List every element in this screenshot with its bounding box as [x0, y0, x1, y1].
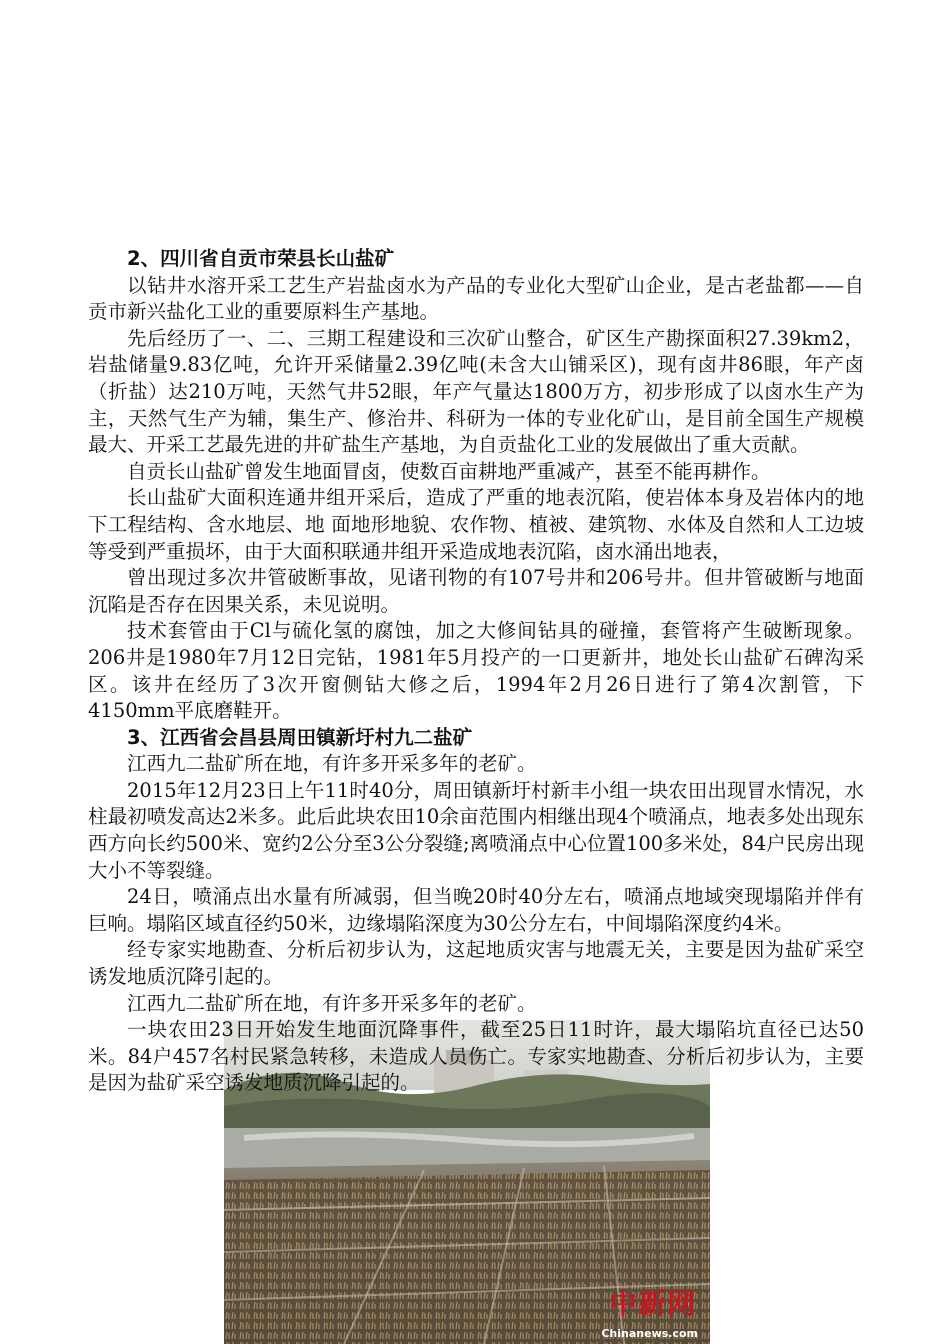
paragraph: 一块农田23日开始发生地面沉降事件，截至25日11时许，最大塌陷坑直径已达50米。84户457名村民紧急转移，未造成人员伤亡。专家实地勘查、分析后初步认为，主要是因为盐矿采空诱发地质沉降引起的。: [88, 1018, 864, 1095]
watermark-url: Chinanews.com: [601, 1327, 698, 1340]
paragraph: 长山盐矿大面积连通井组开采后，造成了严重的地表沉陷，使岩体本身及岩体内的地下工程结构、含水地层、地 面地形地貌、农作物、植被、建筑物、水体及自然和人工边坡等受到严重损坏，由于大面积联通井组开采造成地表沉陷，卤水涌出地表，: [88, 486, 864, 563]
paragraph: 经专家实地勘查、分析后初步认为，这起地质灾害与地震无关，主要是因为盐矿采空诱发地质沉降引起的。: [88, 938, 864, 989]
paragraph: 24日，喷涌点出水量有所减弱，但当晚20时40分左右，喷涌点地域突现塌陷并伴有巨响。塌陷区域直径约50米，边缘塌陷深度为30公分左右，中间塌陷深度约4米。: [88, 885, 864, 935]
paragraph: 曾出现过多次井管破断事故，见诸刊物的有107号井和206号井。但井管破断与地面沉陷是否存在因果关系，未见说明。: [88, 566, 864, 616]
watermark-logo: 中新网: [608, 1287, 696, 1320]
paragraph: 先后经历了一、二、三期工程建设和三次矿山整合，矿区生产勘探面积27.39km2，岩盐储量9.83亿吨，允许开采储量2.39亿吨(未含大山铺采区)，现有卤井86眼，年产卤（折盐）达210万吨，天然气井52眼，年产气量达1800万方，初步形成了以卤水生产为主，天然气生产为辅，集生产、修治井、科研为一体的专业化矿山，是目前全国生产规模最大、开采工艺最先进的井矿盐生产基地，为自贡盐化工业的发展做出了重大贡献。: [88, 326, 864, 457]
paragraph: 江西九二盐矿所在地，有许多开采多年的老矿。: [127, 991, 537, 1015]
paragraph: 2015年12月23日上午11时40分，周田镇新圩村新丰小组一块农田出现冒水情况，水柱最初喷发高达2米多。此后此块农田10余亩范围内相继出现4个喷涌点，地表多处出现东西方向长约500米、宽约2公分至3公分裂缝;离喷涌点中心位置100多米处，84户民房出现大小不等裂缝。: [88, 778, 864, 882]
paragraph: 江西九二盐矿所在地，有许多开采多年的老矿。: [127, 752, 537, 776]
section-heading-changshan: 2、四川省自贡市荣县长山盐矿: [127, 247, 395, 270]
paragraph: 技术套管由于Cl与硫化氢的腐蚀，加之大修间钻具的碰撞，套管将产生破断现象。206井是1980年7月12日完钻，1981年5月投产的一口更新井，地处长山盐矿石碑沟采区。该井在经历了3次开窗侧钻大修之后，1994年2月26日进行了第4次割管，下4150mm平底磨鞋开。: [88, 619, 864, 723]
section-heading-jiuer: 3、江西省会昌县周田镇新圩村九二盐矿: [127, 725, 473, 749]
document-body: [88, 246, 864, 1097]
paragraph: 自贡长山盐矿曾发生地面冒卤，使数百亩耕地严重减产，甚至不能再耕作。: [127, 459, 771, 483]
paragraph: 以钻井水溶开采工艺生产岩盐卤水为产品的专业化大型矿山企业，是古老盐都——自贡市新兴盐化工业的重要原料生产基地。: [88, 273, 864, 324]
